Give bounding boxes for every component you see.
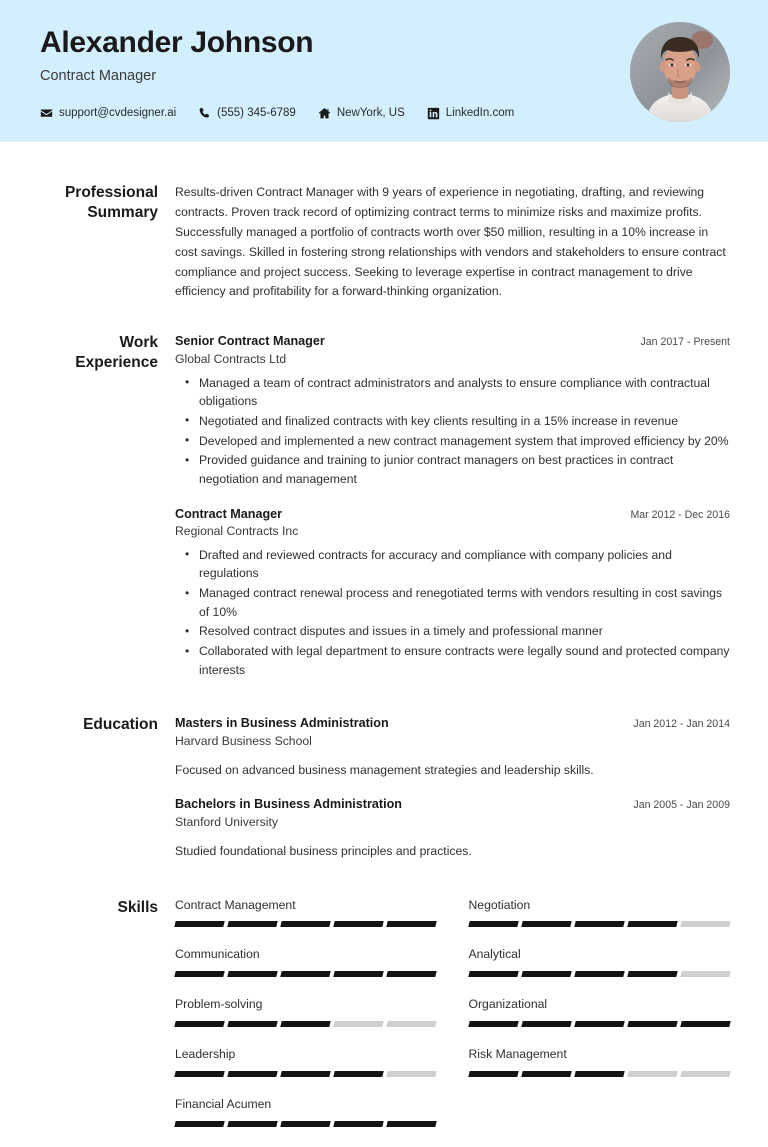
education-entry-school: Stanford University [175,814,278,829]
skill-level-bar [469,921,731,927]
page-title: Alexander Johnson [40,26,314,59]
skill-item [469,997,731,1027]
skill-level-segment [227,1021,278,1027]
work-entry-title: Senior Contract Manager [175,334,325,349]
education-entry-school: Harvard Business School [175,733,312,748]
work-entry-bullets [175,546,730,680]
section-skills [40,898,730,1147]
list-item: • Provided guidance and training to junior contract managers on best practices in contract negotiation and management [199,451,730,488]
skill-item [175,1047,437,1077]
work-entry [175,333,730,488]
skill-level-segment [627,1071,678,1077]
work-entry-organization: Global Contracts Ltd [175,351,287,366]
home-icon [318,107,331,120]
skill-level-segment [521,1071,572,1077]
skill-level-segment [227,971,278,977]
skill-level-segment [280,1021,331,1027]
resume-header [0,0,768,142]
contact-email[interactable] [40,107,176,120]
education-entry [175,715,730,779]
skill-level-segment [468,971,519,977]
section-professional-summary [40,183,730,302]
skill-level-segment [521,921,572,927]
education-entry-header [175,796,730,812]
skill-level-segment [280,1071,331,1077]
skill-level-segment [387,1021,438,1027]
skill-level-segment [468,1021,519,1027]
skill-item [175,997,437,1027]
education-entry-degree: Masters in Business Administration [175,716,389,731]
education-entry-date: Jan 2005 - Jan 2009 [633,799,730,812]
skill-level-segment [227,921,278,927]
contact-location-text: NewYork, US [336,107,405,119]
skill-level-bar [175,1071,437,1077]
skill-item [175,1097,437,1127]
education-entry-description: Studied foundational business principles and practices. [175,843,472,858]
section-work-experience [40,333,730,683]
education-entry-header [175,715,730,731]
education-entry [175,796,730,860]
list-item: • Resolved contract disputes and issues in a timely and professional manner [199,622,730,641]
contact-linkedin[interactable] [427,107,514,120]
section-label-work: Work Experience [75,334,158,372]
skill-level-segment [387,971,438,977]
skill-level-segment [574,921,625,927]
skill-name: Contract Management [175,897,296,912]
skill-level-segment [280,921,331,927]
envelope-icon [40,107,53,120]
skill-level-bar [175,1121,437,1127]
skill-level-segment [574,1021,625,1027]
skills-grid [175,898,730,1147]
education-entry-description: Focused on advanced business management strategies and leadership skills. [175,762,594,777]
skill-level-segment [627,921,678,927]
job-title: Contract Manager [40,67,157,84]
skill-level-segment [387,1121,438,1127]
skill-level-segment [227,1071,278,1077]
skill-level-segment [280,1121,331,1127]
section-education [40,715,730,864]
resume-content [0,183,768,1147]
contact-email-text: support@cvdesigner.ai [59,107,177,119]
list-item: • Managed a team of contract administrators and analysts to ensure compliance with contractual obligations [199,374,730,411]
skill-level-segment [174,1071,225,1077]
skill-item [469,1047,731,1077]
skill-name: Financial Acumen [175,1097,272,1111]
skill-level-segment [334,1071,385,1077]
skill-level-segment [627,1021,678,1027]
skill-level-segment [334,1021,385,1027]
skill-level-segment [680,1021,731,1027]
skill-level-segment [387,921,438,927]
skill-name: Negotiation [468,897,531,912]
skill-item [175,898,437,928]
skill-level-segment [521,971,572,977]
skill-level-segment [174,1021,225,1027]
work-entry-header [175,333,730,349]
section-label-education: Education [83,716,158,734]
skill-level-segment [387,1071,438,1077]
skill-item [469,947,731,977]
education-entries [175,715,730,864]
list-item: • Collaborated with legal department to ensure contracts were legally sound and protected company interests [199,642,730,679]
education-entry-degree: Bachelors in Business Administration [175,797,402,812]
skill-name: Problem-solving [175,997,263,1012]
skill-level-segment [574,1071,625,1077]
list-item: • Managed contract renewal process and renegotiated terms with vendors resulting in cost savings of 10% [199,584,730,621]
skill-name: Risk Management [468,1047,567,1062]
work-entry-header [175,506,730,522]
work-entry-date: Jan 2017 - Present [640,336,730,349]
list-item: • Developed and implemented a new contract management system that improved efficiency by 20% [199,432,730,451]
skill-level-segment [334,1121,385,1127]
list-item: • Negotiated and finalized contracts with key clients resulting in a 15% increase in revenue [199,412,730,431]
skill-level-bar [469,1071,731,1077]
skill-level-segment [468,1071,519,1077]
skill-level-segment [468,921,519,927]
skill-level-segment [334,921,385,927]
skill-level-bar [175,971,437,977]
work-entry [175,506,730,680]
skill-level-segment [574,971,625,977]
phone-icon [198,107,211,120]
skill-level-segment [680,1071,731,1077]
skill-name: Communication [175,947,260,962]
skill-level-segment [627,971,678,977]
skill-level-segment [174,921,225,927]
skill-level-segment [680,921,731,927]
skill-name: Analytical [468,947,521,962]
contact-phone-text: (555) 345-6789 [217,107,296,119]
education-entry-date: Jan 2012 - Jan 2014 [633,718,730,731]
work-entry-bullets [175,374,730,489]
skill-level-segment [334,971,385,977]
linkedin-icon [427,107,440,120]
skill-level-segment [174,971,225,977]
skill-level-bar [469,971,731,977]
skill-name: Organizational [468,997,548,1012]
skill-level-bar [469,1021,731,1027]
avatar [630,22,730,122]
section-label-skills: Skills [117,898,158,916]
list-item: • Drafted and reviewed contracts for accuracy and compliance with company policies and regulations [199,546,730,583]
contact-row [40,107,730,120]
skill-item [469,898,731,928]
summary-text: Results-driven Contract Manager with 9 years of experience in negotiating, drafting, and reviewing contracts. Proven track record of optimizing contract terms to minimize risks and maximize profits. Successfully managed a portfolio of contracts worth over $50 million, resulting in a 10% increase in cost savings. Skilled in fostering strong relationships with vendors and stakeholders to ensure contract compliance and project success. Seeking to leverage expertise in contract management to drive efficiency and profitability for a forward-thinking organization. [175,185,726,299]
skill-name: Leadership [175,1047,236,1062]
work-entry-organization: Regional Contracts Inc [175,523,299,538]
contact-linkedin-text: LinkedIn.com [445,107,515,119]
skill-level-bar [175,921,437,927]
skill-item [175,947,437,977]
skill-level-segment [280,971,331,977]
skill-level-segment [227,1121,278,1127]
contact-phone[interactable] [198,107,296,120]
work-entry-date: Mar 2012 - Dec 2016 [630,508,730,521]
skill-level-bar [175,1021,437,1027]
section-label-summary: Professional Summary [64,184,158,221]
work-entry-title: Contract Manager [175,506,283,521]
skill-level-segment [680,971,731,977]
skill-level-segment [174,1121,225,1127]
skill-level-segment [521,1021,572,1027]
work-entries [175,333,730,683]
contact-location[interactable] [318,107,405,120]
